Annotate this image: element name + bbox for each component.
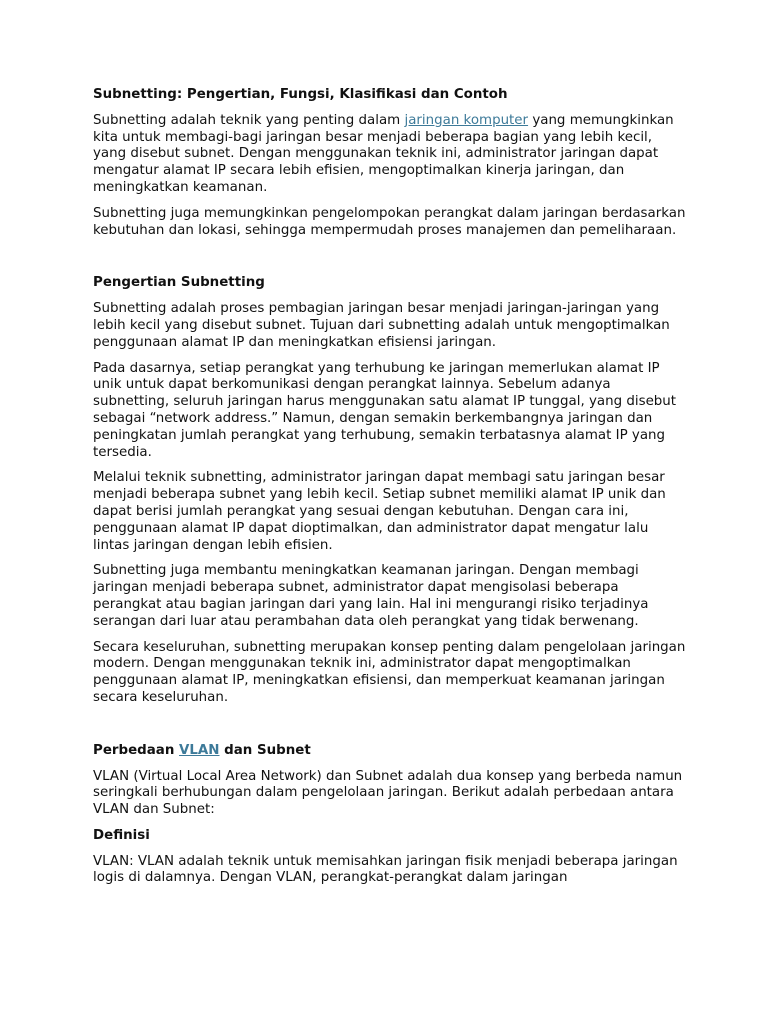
intro-text-end: yang memungkinkan kita untuk membagi-bagi jaringan besar menjadi beberapa bagian yang lebih kecil, yang disebut subnet. Dengan menggunakan teknik ini, administrator jaringan dapat mengatur alamat IP secara lebih efisien, mengoptimalkan kinerja jaringan, dan meningkatkan keamanan.	[93, 112, 674, 195]
paragraph: VLAN: VLAN adalah teknik untuk memisahkan jaringan fisik menjadi beberapa jaringan logis di dalamnya. Dengan VLAN, perangkat-perangkat dalam jaringan	[93, 853, 678, 886]
document-title: Subnetting: Pengertian, Fungsi, Klasifikasi dan Contoh	[93, 87, 508, 102]
paragraph: Subnetting juga membantu meningkatkan keamanan jaringan. Dengan membagi jaringan menjadi beberapa subnet, administrator dapat mengisolasi beberapa perangkat atau bagian jaringan dari yang lain. Hal ini mengurangi risiko terjadinya serangan dari luar atau perambahan data oleh perangkat yang tidak berwenang.	[93, 563, 649, 629]
section-heading-pengertian: Pengertian Subnetting	[93, 275, 265, 291]
paragraph: Melalui teknik subnetting, administrator jaringan dapat membagi satu jaringan besar menjadi beberapa subnet yang lebih kecil. Setiap subnet memiliki alamat IP unik dan dapat berisi jumlah perangkat yang sesuai dengan kebutuhan. Dengan cara ini, penggunaan alamat IP dapat dioptimalkan, dan administrator dapat mengatur lalu lintas jaringan dengan lebih efisien.	[93, 470, 666, 553]
paragraph: Subnetting adalah proses pembagian jaringan besar menjadi jaringan-jaringan yang lebih kecil yang disebut subnet. Tujuan dari subnetting adalah untuk mengoptimalkan penggunaan alamat IP dan meningkatkan efisiensi jaringan.	[93, 301, 670, 350]
intro-text-start: Subnetting adalah teknik yang penting dalam	[93, 112, 405, 128]
heading-text-end: dan Subnet	[219, 742, 311, 758]
heading-text-start: Perbedaan	[93, 742, 180, 758]
paragraph: Secara keseluruhan, subnetting merupakan konsep penting dalam pengelolaan jaringan modern. Dengan menggunakan teknik ini, administrator dapat mengoptimalkan penggunaan alamat IP, meningkatkan efisiensi, dan memperkuat keamanan jaringan secara keseluruhan.	[93, 639, 686, 705]
paragraph: VLAN (Virtual Local Area Network) dan Subnet adalah dua konsep yang berbeda namun seringkali berhubungan dalam pengelolaan jaringan. Berikut adalah perbedaan antara VLAN dan Subnet:	[93, 768, 683, 818]
sub-heading-definisi: Definisi	[93, 827, 150, 843]
section-heading-perbedaan	[93, 743, 688, 760]
intro-paragraph	[93, 113, 688, 197]
vlan-link[interactable]: VLAN	[179, 742, 220, 758]
intro-paragraph-2: Subnetting juga memungkinkan pengelompokan perangkat dalam jaringan berdasarkan kebutuhan dan lokasi, sehingga mempermudah proses manajemen dan pemeliharaan.	[93, 205, 686, 238]
jaringan-komputer-link[interactable]: jaringan komputer	[404, 112, 529, 128]
paragraph: Pada dasarnya, setiap perangkat yang terhubung ke jaringan memerlukan alamat IP unik untuk dapat berkomunikasi dengan perangkat lainnya. Sebelum adanya subnetting, seluruh jaringan harus menggunakan satu alamat IP tunggal, yang disebut sebagai “network address.” Namun, dengan semakin berkembangnya jaringan dan peningkatan jumlah perangkat yang terhubung, semakin terbatasnya alamat IP yang tersedia.	[93, 360, 677, 460]
